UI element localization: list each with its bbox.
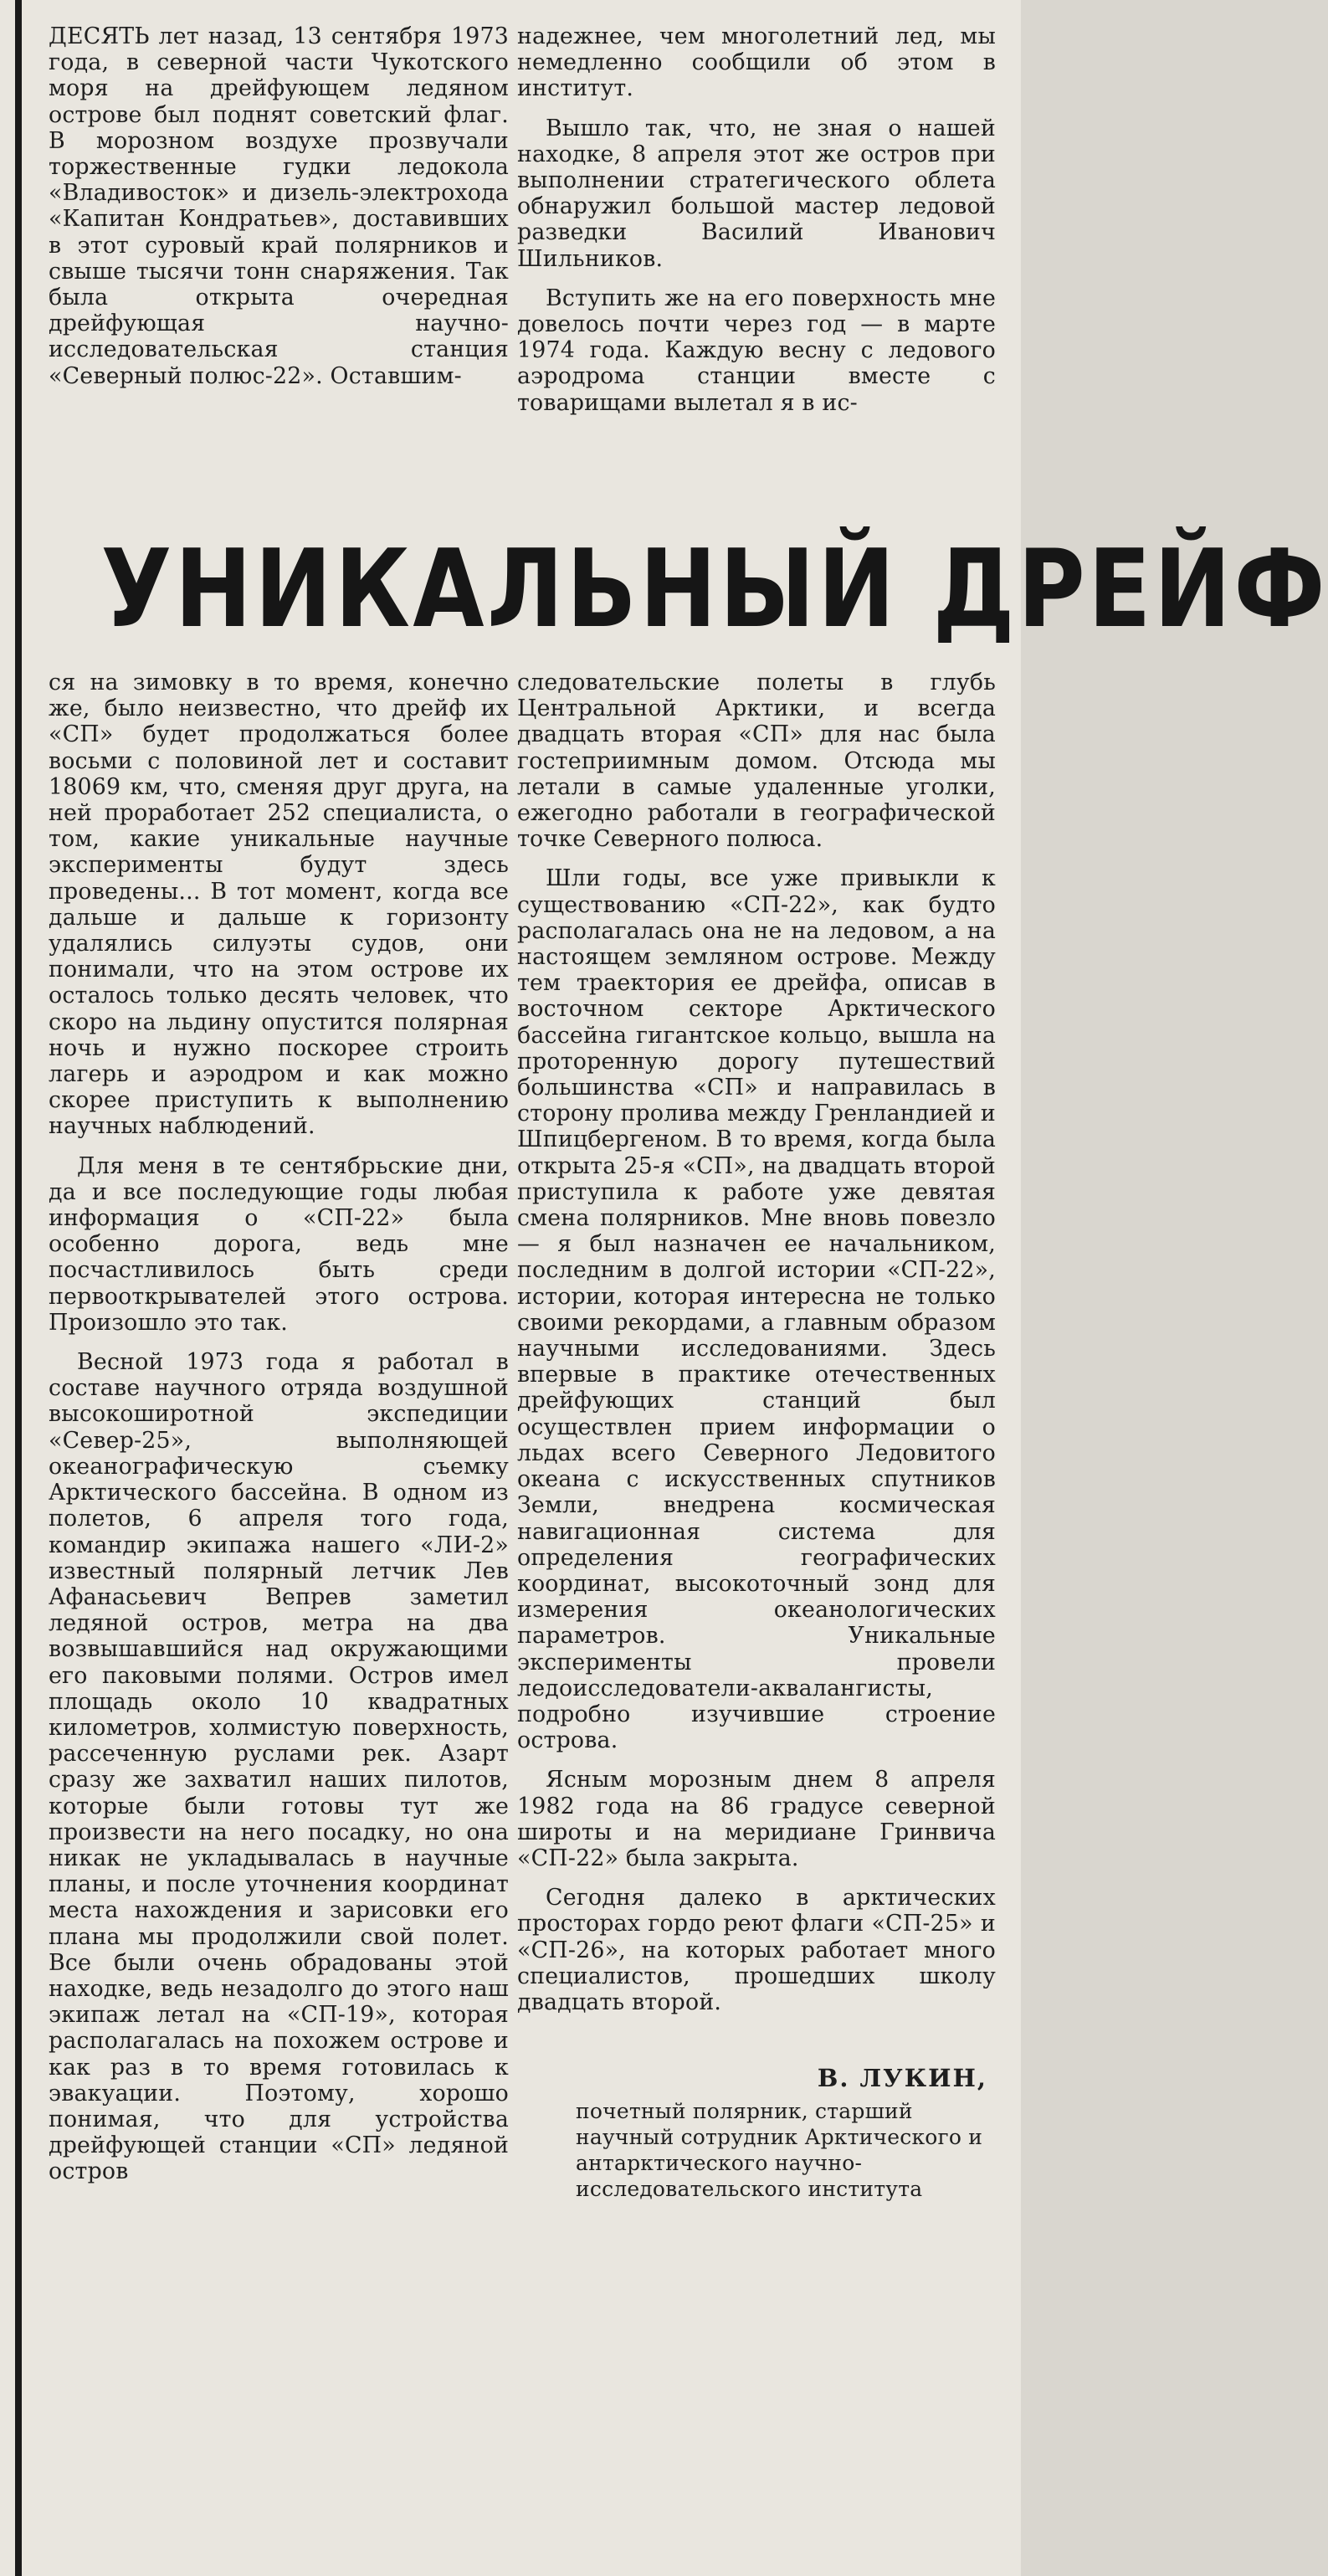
column-rule [15, 0, 22, 2576]
body-paragraph: Весной 1973 года я работал в составе научного отряда воздушной высокоширотной экспедиции «Север-25», выполняющей океанографическую съемку Арктического бассейна. В одном из полетов, 6 апреля того года, командир экипажа нашего «ЛИ-2» известный полярный летчик Лев Афанасьевич Вепрев заметил ледяной остров, метра на два возвышавшийся над окружающими его паковыми полями. Остров имел площадь около 10 квадратных километров, холмистую поверхность, рассеченную руслами рек. Азарт сразу же захватил наших пилотов, которые были готовы тут же произвести на него посадку, но она никак не укладывалась в научные планы, и после уточнения координат места нахождения и зарисовки его плана мы продолжили свой полет. Все были очень обрадованы этой находке, ведь незадолго до этого наш экипаж летал на «СП-19», которая располагалась на похожем острове и как раз в то время готовилась к эвакуации. Поэтому, хорошо понимая, что для устройства дрейфующей станции «СП» ледяной остров [49, 1349, 509, 2185]
author-signature [517, 2065, 996, 2202]
body-paragraph: Ясным морозным днем 8 апреля 1982 года на 86 градусе северной широты и на меридиане Гринвича «СП-22» была закрыта. [517, 1767, 996, 1871]
lead-paragraph: ДЕСЯТЬ лет назад, 13 сентября 1973 года, в северной части Чукотского моря на дрейфующем ледяном острове был поднят советский флаг. В морозном воздухе прозвучали торжественные гудки ледокола «Владивосток» и дизель-электрохода «Капитан Кондратьев», доставивших в этот суровый край полярников и свыше тысячи тонн снаряжения. Так была открыта очередная дрейфующая научно-исследовательская станция «Северный полюс-22». Оставшим- [49, 23, 509, 389]
body-column-right [517, 670, 996, 2561]
lead-paragraph: Вышло так, что, не зная о нашей находке, 8 апреля этот же остров при выполнении стратегического облета обнаружил большой мастер ледовой разведки Василий Иванович Шильников. [517, 115, 996, 272]
body-paragraph: Для меня в те сентябрьские дни, да и все последующие годы любая информация о «СП-22» была особенно дорога, ведь мне посчастливилось быть среди первооткрывателей этого острова. Произошло это так. [49, 1152, 509, 1336]
lead-paragraph: Вступить же на его поверхность мне довелось почти через год — в марте 1974 года. Каждую весну с ледового аэродрома станции вместе с товарищами вылетал я в ис- [517, 285, 996, 416]
body-paragraph: Сегодня далеко в арктических просторах гордо реют флаги «СП-25» и «СП-26», на которых работает много специалистов, прошедших школу двадцать второй. [517, 1885, 996, 2015]
author-name: В. ЛУКИН, [817, 2064, 987, 2093]
body-paragraph: Шли годы, все уже привыкли к существованию «СП-22», как будто располагалась она не на ледовом, а на настоящем земляном острове. Между тем траектория ее дрейфа, описав в восточном секторе Арктического бассейна гигантское кольцо, вышла на проторенную дорогу путешествий большинства «СП» и направилась в сторону пролива между Гренландией и Шпицбергеном. В то время, когда была открыта 25-я «СП», на двадцать второй приступила к работе уже девятая смена полярников. Мне вновь повезло — я был назначен ее начальником, последним в долгой истории «СП-22», истории, которая интересна не только своими рекордами, а главным образом научными исследованиями. Здесь впервые в практике отечественных дрейфующих станций был осуществлен прием информации о льдах всего Северного Ледовитого океана с искусственных спутников Земли, внедрена космическая навигационная система для определения географических координат, высокоточный зонд для измерения океанологических параметров. Уникальные эксперименты провели ледоисследователи-аквалангисты, подробно изучившие строение острова. [517, 865, 996, 1754]
body-paragraph: следовательские полеты в глубь Центральной Арктики, и всегда двадцать вторая «СП» для нас была гостеприимным домом. Отсюда мы летали в самые удаленные уголки, ежегодно работали в географической точке Северного полюса. [517, 670, 996, 853]
headline: УНИКАЛЬНЫЙ ДРЕЙФ [100, 527, 1328, 652]
lead-paragraph: надежнее, чем многолетний лед, мы немедленно сообщили об этом в институт. [517, 23, 996, 102]
author-title: почетный полярник, старший научный сотрудник Арктического и антарктического научно-исследовательского института [576, 2099, 983, 2202]
lead-column-left [49, 23, 509, 509]
body-column-left [49, 670, 509, 2561]
body-paragraph: ся на зимовку в то время, конечно же, было неизвестно, что дрейф их «СП» будет продолжаться более восьми с половиной лет и составит 18069 км, что, сменяя друг друга, на ней проработает 252 специалиста, о том, какие уникальные научные эксперименты будут здесь проведены... В тот момент, когда все дальше и дальше к горизонту удалялись силуэты судов, они понимали, что на этом острове их осталось только десять человек, что скоро на льдину опустится полярная ночь и нужно поскорее строить лагерь и аэродром и как можно скорее приступить к выполнению научных наблюдений. [49, 670, 509, 1140]
lead-column-right [517, 23, 996, 509]
